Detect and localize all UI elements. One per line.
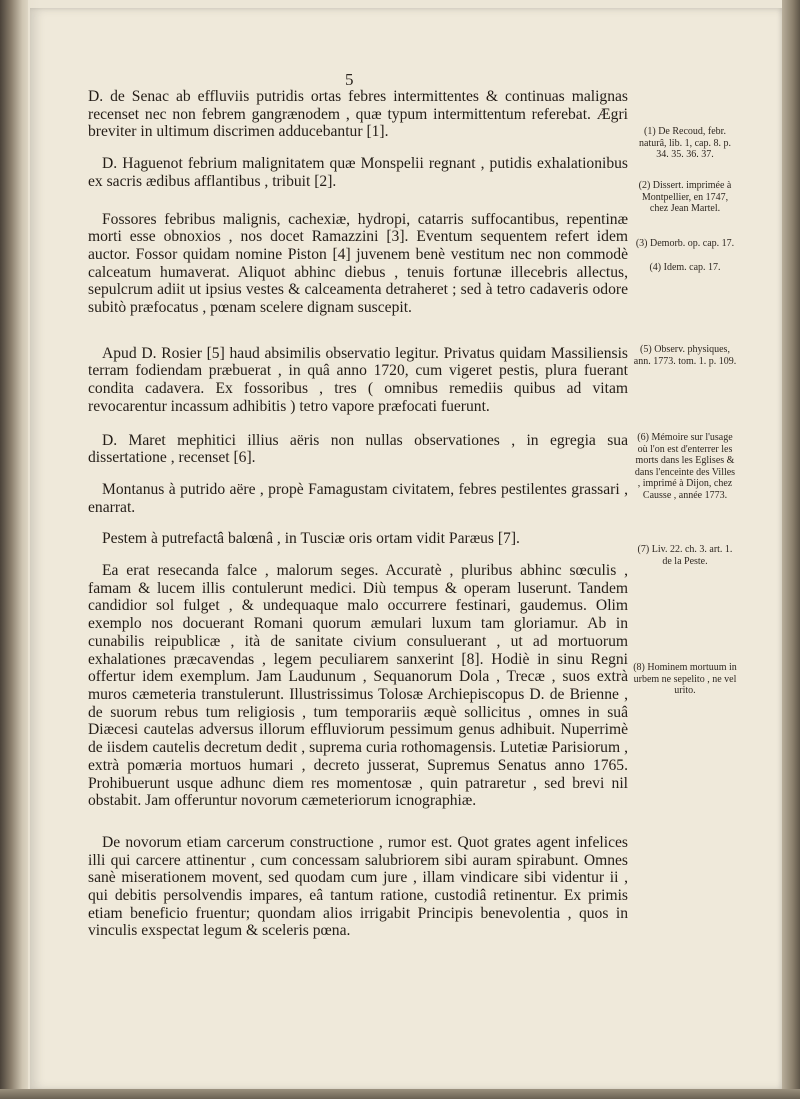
paragraph-haguenot: D. Haguenot febrium malignitatem quæ Monspelii regnant , putidis exhalationibus ex sacris ædibus afflantibus , tribuit [2]. — [88, 155, 628, 190]
book-right-edge — [782, 0, 800, 1099]
margin-note-6: (6) Mémoire sur l'usage où l'on est d'enterrer les morts dans les Eglises & dans l'enceinte des Villes , imprimé à Dijon, chez Causse , année 1773. — [634, 432, 736, 501]
main-text-column — [88, 88, 628, 953]
book-binding-edge — [0, 0, 28, 1099]
paragraph-carcerum: De novorum etiam carcerum constructione , rumor est. Quot grates agent infelices illi qui carcere attinentur , cum concessam salubriorem sibi auram spirabunt. Omnes sanè miserationem movent, sed quodam cum jure , illam vindicare sibi videntur ii , qui debitis persolvendis impares, eâ tantum ratione, custodiâ retinentur. Ex primis etiam beneficio fruentur; quondam alios irrigabit Principis benevolentia , quos in vinculis exspectat legum & sceleris pœna. — [88, 833, 628, 940]
paragraph-fossores: Fossores febribus malignis, cachexiæ, hydropi, catarris suffocantibus, repentinæ morti esse obnoxios , nos docet Ramazzini [3]. Eventum sequentem refert idem auctor. Fossor quidam nomine Piston [4] juvenem benè vestitum nec non commodè calceatum humaverat. Aliquot abhinc diebus , tenuis fortunæ illecebris allectus, sepulcrum adiit ut ipsius vestes & calceamenta detraheret ; sed à tetro cadaveris odore subitò præfocatus , pœnam scelere dignam suscepit. — [88, 210, 628, 317]
paragraph-maret: D. Maret mephitici illius aëris non nullas observationes , in egregia sua dissertatione , recenset [6]. — [88, 431, 628, 467]
margin-note-2: (2) Dissert. imprimée à Montpellier, en 1747, chez Jean Martel. — [638, 180, 732, 215]
margin-note-3: (3) Demorb. op. cap. 17. — [635, 238, 735, 249]
page-number: 5 — [345, 70, 354, 89]
margin-note-4: (4) Idem. cap. 17. — [649, 262, 721, 273]
margin-note-8: (8) Hominem mortuum in urbem ne sepelito , ne vel urito. — [633, 662, 737, 697]
margin-note-5: (5) Observ. physiques, ann. 1773. tom. 1. p. 109. — [633, 344, 737, 367]
margin-note-7: (7) Liv. 22. ch. 3. art. 1. de la Peste. — [637, 544, 733, 567]
margin-note-1: (1) De Recoud, febr. naturâ, lib. 1, cap. 8. p. 34. 35. 36. 37. — [639, 126, 731, 161]
paragraph-ea-erat: Ea erat resecanda falce , malorum seges. Accuratè , pluribus abhinc sœculis , famam & lucem illis contulerunt medici. Diù tempus & operam luserunt. Tandem candidior sol fulget , & undequaque malo occurrere festinari, gaudemus. Olim exemplo nos docuerant Romani quorum æmulari luxum tam gloriamur. Ab in cunabilis reipublicæ , ità de sanitate civium consuluerant , ut ad mortuorum exhalationes præcavendas , legem peculiarem sanxerint [8]. Hodiè in sinu Regni offertur idem exemplum. Jam Laudunum , Sequanorum Dola , Trecæ , suos extrà muros cæmeteria transtulerunt. Illustrissimus Tolosæ Archiepiscopus D. de Brienne , de suorum rebus tum religiosis , tum temporariis æquè sollicitus , omnes in suâ Diæcesi cautelas adversus illorum effluviorum pessimum genus adhibuit. Nuperrimè de iisdem cautelis decretum dedit , suprema curia rothomagensis. Lutetiæ Parisiorum , extrà pomæria mortuos humari , decreto jusserat, Supremus Senatus anno 1765. Prohibuerunt usque adhunc diem res momentosæ , quin patraretur , sed brevi nil obstabit. Jam offeruntur novorum cæmeteriorum icnographiæ. — [88, 562, 628, 810]
paragraph-rosier: Apud D. Rosier [5] haud absimilis observatio legitur. Privatus quidam Massiliensis terram fodiendam præbuerat , in quâ anno 1720, cum vigeret pestis, plura fuerant condita cadavera. Ex fossoribus , tres ( omnibus remediis quibus ad vitam revocarentur incassum adhibitis ) tetro vapore præfocati fuerunt. — [88, 344, 628, 415]
paragraph-senac: D. de Senac ab effluviis putridis ortas febres intermittentes & continuas malignas recenset nec non febrem gangrænodem , quæ typum intermittentum referebat. Ægri breviter in ultimum discrimen adducebantur [1]. — [88, 88, 628, 141]
paragraph-montanus: Montanus à putrido aëre , propè Famagustam civitatem, febres pestilentes grassari , enarrat. — [88, 480, 628, 516]
book-bottom-edge — [0, 1089, 800, 1099]
paragraph-pestem: Pestem à putrefactâ balœnâ , in Tusciæ oris ortam vidit Paræus [7]. — [102, 530, 520, 548]
